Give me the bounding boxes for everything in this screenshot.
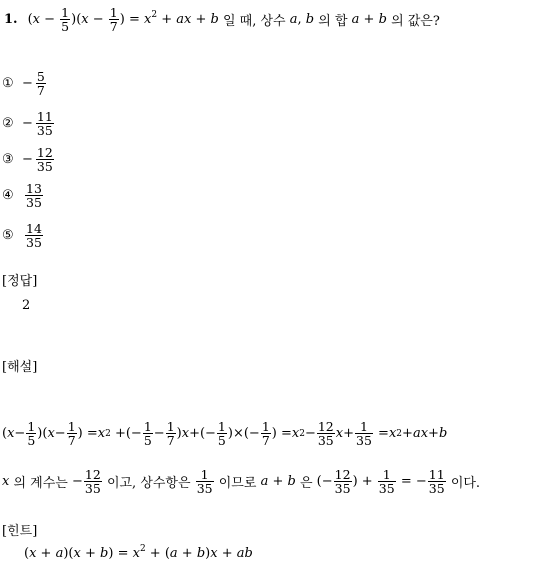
option-1[interactable]: [2, 70, 47, 97]
option-marker: ②: [2, 116, 14, 132]
fraction: $\frac{12}{35}$: [36, 145, 53, 175]
fraction: $\frac{14}{35}$: [26, 221, 42, 251]
question-line: 1. (x − $\frac{1}{5}$ )(x − $\frac{1}{7}$ ) = $x^2$ + ax + b 일 때, 상수 a , b 의 합 a + b 의 값은?: [4, 5, 440, 35]
option-marker: ③: [2, 152, 14, 168]
fraction: $\frac{5}{7}$: [36, 69, 45, 99]
fraction: $\frac{1}{7}$: [109, 5, 118, 35]
option-marker: ④: [2, 188, 14, 204]
explanation-label: [해설]: [2, 360, 38, 375]
fraction: $\frac{13}{35}$: [26, 181, 42, 211]
option-sign: −: [22, 76, 33, 92]
option-2[interactable]: [2, 110, 55, 137]
option-sign: −: [22, 116, 33, 132]
fraction: $\frac{11}{35}$: [36, 109, 53, 139]
answer-label: [정답]: [2, 274, 38, 289]
question-text: 일 때, 상수: [222, 14, 286, 30]
option-3[interactable]: [2, 146, 55, 173]
option-4[interactable]: [2, 182, 44, 209]
answer-value: 2: [22, 298, 31, 313]
option-marker: ⑤: [2, 228, 14, 244]
option-marker: ①: [2, 76, 14, 92]
option-5[interactable]: [2, 222, 44, 249]
explanation-equation-1: ( x − $\frac{1}{5}$ )( x − $\frac{1}{7}$ ) = x 2 +(− $\frac{1}{5}$ − $\frac{1}{7}$ ) x +(− $\frac{1}{5}$ )×(− $\frac{1}{7}$ ) = x 2 − $\frac{12}{35}$ x + $\frac{1}{35}$ = x 2 + ax + b: [2, 419, 448, 449]
question-number: 1.: [4, 12, 18, 28]
question-equation: (x − $\frac{1}{5}$ )(x − $\frac{1}{7}$ ) = $x^2$ + ax + b: [27, 5, 219, 35]
option-sign: −: [22, 152, 33, 168]
hint-formula: $(x + a)(x + b) = x^2 + (a + b)x$ + ab: [24, 544, 253, 561]
explanation-line-2: x 의 계수는 − $\frac{12}{35}$ 이고, 상수항은 $\frac{1}{35}$ 이므로 a + b 은 (− $\frac{12}{35}$ ) + $\frac{1}{35}$ = − $\frac{11}{35}$ 이다.: [2, 467, 481, 497]
hint-label: [힌트]: [2, 524, 38, 539]
fraction: $\frac{1}{5}$: [61, 5, 70, 35]
